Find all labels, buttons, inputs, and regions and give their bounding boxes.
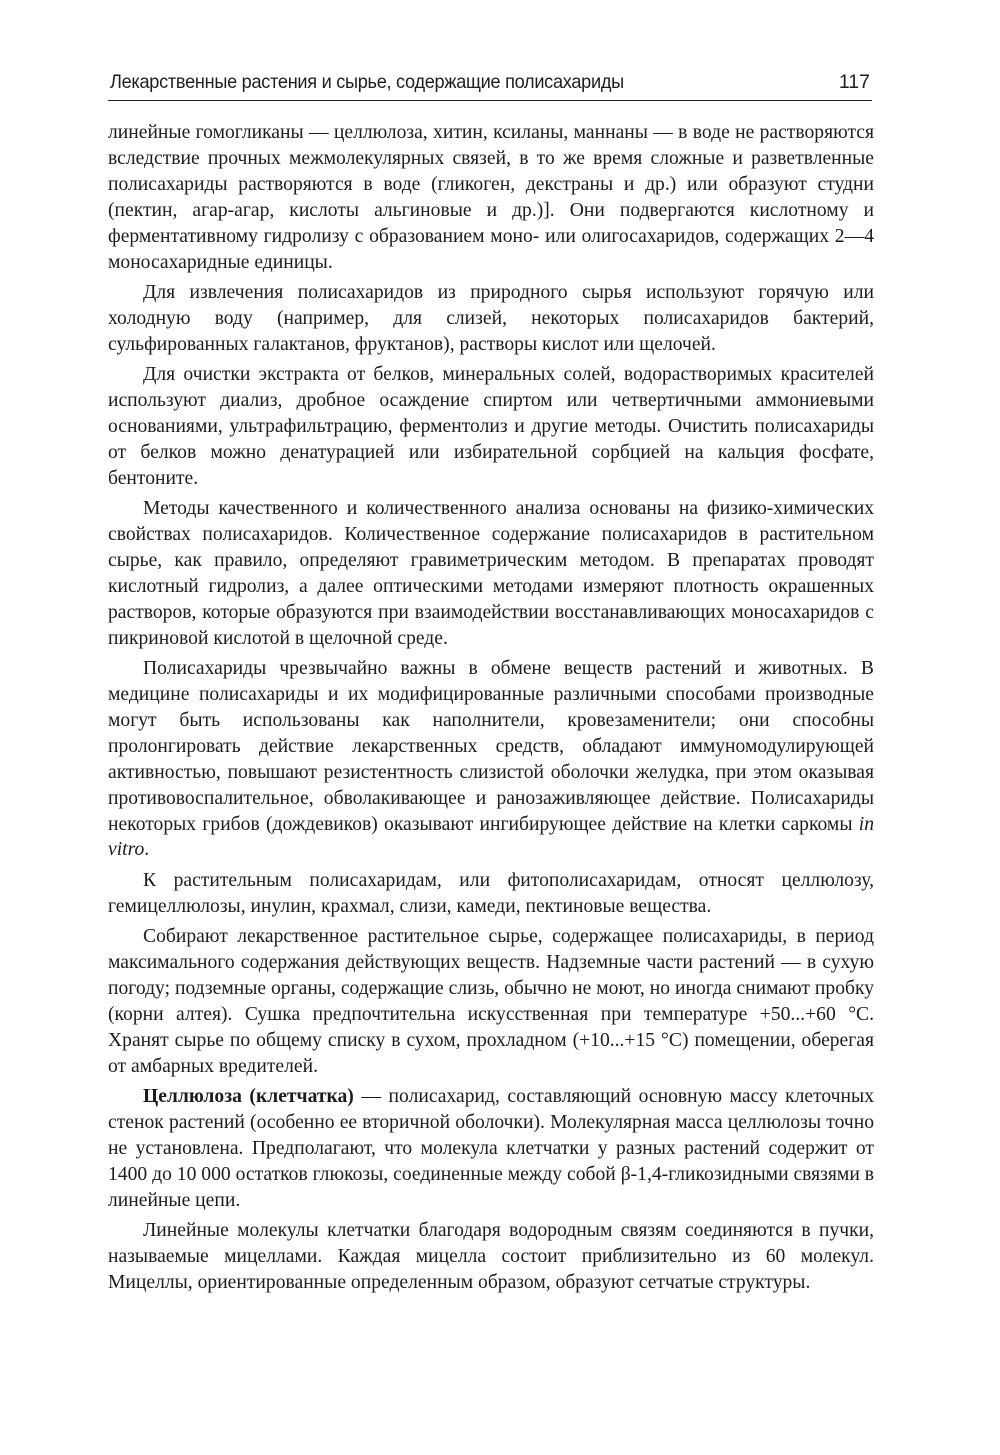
paragraph-7: Собирают лекарственное растительное сырье, содержащее полисахариды, в период максимального содержания действующих веществ. Надземные части растений — в сухую погоду; подземные органы, содержащие слизь, обычно не моют, но иногда снимают пробку (корни алтея). Сушка предпочтительна искусственная при температуре +50...+60 °С. Хранят сырье по общему списку в сухом, прохладном (+10...+15 °С) помещении, оберегая от амбарных вредителей.: [108, 926, 874, 1077]
paragraph-5-end: .: [144, 839, 150, 861]
paragraph-6: К растительным полисахаридам, или фитополисахаридам, относят целлюлозу, гемицеллюлозы, инулин, крахмал, слизи, камеди, пектиновые вещества.: [108, 869, 874, 917]
paragraph-1: линейные гомогликаны — целлюлоза, хитин, ксиланы, маннаны — в воде не растворяются вследствие прочных межмолекулярных связей, в то же время сложные и разветвленные полисахариды растворяются в воде (гликоген, декстраны и др.) или образуют студни (пектин, агар-агар, кислоты альгиновые и др.)]. Они подвергаются кислотному и ферментативному гидролизу с образованием моно- или олигосахаридов, содержащих 2—4 моносахаридные единицы.: [108, 122, 874, 273]
paragraph-2: Для извлечения полисахаридов из природного сырья используют горячую или холодную воду (например, для слизей, некоторых полисахаридов бактерий, сульфированных галактанов, фруктанов), растворы кислот или щелочей.: [108, 281, 874, 355]
paragraph-9: Линейные молекулы клетчатки благодаря водородным связям соединяются в пучки, называемые мицеллами. Каждая мицелла состоит приблизительно из 60 молекул. Мицеллы, ориентированные определенным образом, образуют сетчатые структуры.: [108, 1220, 874, 1293]
running-header-title: Лекарственные растения и сырье, содержащие полисахариды: [110, 71, 624, 93]
term-cellulose: Целлюлоза (клетчатка): [143, 1086, 354, 1108]
paragraph-5: [108, 656, 874, 863]
paragraph-5-italic: in vitro: [108, 813, 875, 861]
paragraph-8: [108, 1084, 874, 1214]
paragraph-4: Методы качественного и количественного анализа основаны на физико-химических свойствах полисахаридов. Количественное содержание полисахаридов в растительном сырье, как правило, определяют гравиметрическим методом. В препаратах проводят кислотный гидролиз, а далее оптическими методами измеряют плотность окрашенных растворов, которые образуются при взаимодействии восстанавливающих моносахаридов с пикриновой кислотой в щелочной среде.: [108, 498, 874, 649]
paragraph-8-text: — полисахарид, составляющий основную массу клеточных стенок растений (особенно ее вторичной оболочки). Молекулярная масса целлюлозы точно не установлена. Предполагают, что молекула клетчатки у разных растений содержит от 1400 до 10 000 остатков глюкозы, соединенные между собой β-1,4-гликозидными связями в линейные цепи.: [108, 1086, 874, 1211]
paragraph-3: Для очистки экстракта от белков, минеральных солей, водорастворимых красителей используют диализ, дробное осаждение спиртом или четвертичными аммониевыми основаниями, ультрафильтрацию, ферментолиз и другие методы. Очистить полисахариды от белков можно денатурацией или избирательной сорбцией на кальция фосфате, бентоните.: [108, 364, 874, 489]
paragraph-5-text: Полисахариды чрезвычайно важны в обмене веществ растений и животных. В медицине полисахариды и их модифицированные различными способами производные могут быть использованы как наполнители, кровезаменители; они способны пролонгировать действие лекарственных средств, обладают иммуномодулирующей активностью, повышают резистентность слизистой оболочки желудка, при этом оказывая противовоспалительное, обволакивающее и ранозаживляющее действие. Полисахариды некоторых грибов (дождевиков) оказывают ингибирующее действие на клетки саркомы: [108, 658, 874, 835]
running-header: [108, 66, 872, 101]
page-body: [108, 120, 874, 1296]
page-number: 117: [838, 71, 870, 93]
